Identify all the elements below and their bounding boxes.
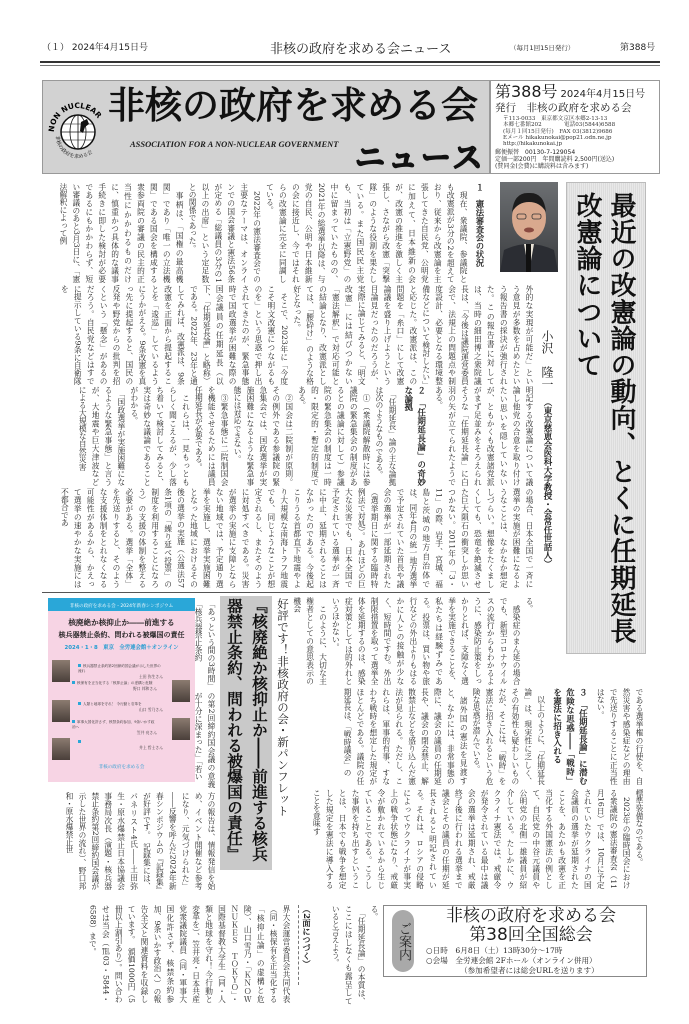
logo-globe-icon	[46, 92, 110, 164]
bullet-icon	[78, 740, 81, 743]
paragraph: 「任期延長」論の主な論拠は次のようなものである。	[375, 386, 397, 486]
notice-title-2: 第38回全国総会	[469, 925, 593, 945]
paragraph: ①（衆議院解散時には参議院の緊急集会の制度があるとの議論に対して）参議院の緊急集会の制度は一時的・限定的・暫定的制度である。	[297, 386, 372, 486]
continued-on-page-2: （2面につづく）	[298, 905, 313, 985]
contact-address: 〒113-0033 東京都文京区本郷2-13-13 本郷七番館202 電話03(5844)6588 (毎月１回15日発行) FAX 03(3812)9686 Eメール hikakunokai@pop21.odn.ne.jp http://hikakunokai.jp	[503, 116, 616, 148]
paragraph: 「任期延長論」の本質は、ここにはしなくも露呈していると言えよう。	[331, 905, 367, 1005]
author-name: 小沢 隆一	[540, 330, 554, 390]
masthead-english-subtitle: ASSOCIATION FOR A NON-NUCLEAR GOVERNMENT	[130, 139, 339, 149]
pamphlet-text-1: 「あっという間の3時間」「核兵器禁止条約	[194, 600, 216, 690]
paragraph: ②国会は二院制が原則。その例外である参議院の緊急集会では、国政選挙が実施困難になるような緊急事態には対応できない。	[233, 386, 294, 486]
paragraph: 事柄は、「国権の最高機関」であり「唯一の立法機関」である国会を構成する衆参両院の審議の民主的正当性にかかわるものだけに、慎重かつ具体的な議事手続きに即した検討が必要であるにもかかわらず、短い審議のあと3月3日に、「憲法解釈によって例	[59, 183, 185, 283]
portrait-image	[500, 182, 558, 272]
poster-item: 核兵器禁止条約第2回締約国会議が示した世界の流れ 土田 弥生さん	[78, 664, 163, 679]
paragraph: 以上のように、「任期延長論」は、現実性に乏しく、その有効性も疑わしいものだが、そこには、「戦時」を憲法に招き入れるという危険な思惑が潜んでいる。	[472, 688, 546, 785]
speaker-photo	[172, 680, 190, 702]
article-body-tier-1	[42, 183, 490, 283]
svg-text:非核の政府を求める会: 非核の政府を求める会	[53, 135, 94, 161]
pamphlet-text-2: の第2回締約国会議の意義が十分に深まった」「若い	[194, 692, 216, 788]
poster-footer: 非核の政府を求める会	[98, 765, 145, 770]
author-affiliation: （東京慈恵会医科大学教授・会常任世話人）	[542, 398, 552, 568]
speaker-photo	[52, 700, 70, 722]
running-title: 非核の政府を求める会ニュース	[270, 42, 452, 57]
article-body-tier-3	[42, 386, 535, 486]
section-heading-2: ２ 「任期延長論」の奇妙な論拠	[403, 386, 427, 486]
notice-tag: ご案内	[392, 910, 414, 972]
issue-number: 第388号 2024年4月15日号	[495, 82, 646, 101]
page-number: （１） 2024年4月15日号	[42, 43, 148, 53]
bullet-icon	[78, 702, 81, 705]
paragraph: このように、大切な主権者としての意思表示の機会	[292, 597, 328, 685]
poster-item: 井上 哲士さん	[78, 740, 163, 750]
poster-title-1: 核廃絶か核抑止か――前進する	[68, 618, 175, 627]
paragraph: 諸外国の憲法を見渡すと、なかには、非常事態の際に、議会の議員の任期延長や、議会の閉会禁止、解散禁止などを盛り込んだ憲法が見られる。ただし、これらは、軍事的有事、すなわち戦時を想定した規定がほとんどである。議院の任期延長は、「戦時議会」の	[343, 688, 469, 785]
issue-date: 2024年4月15日号	[560, 89, 646, 100]
header-date: 2024年4月15日号	[71, 43, 148, 53]
section-divider	[42, 592, 490, 593]
paragraph: である選挙権の行使を、自然災害や感染症などの理由で先送りすることに正当性はない。	[596, 688, 644, 785]
pamphlet-text-3: 方の報告は、情報発信を始め、イベント開催など参考になり、元気づけられた」――反響を呼んだ2024年新春シンポジウムの『記録集』が好評です。 記録集には、パネリスト4氏――土田弥生・原水爆禁止日本協議会事務局次長（演題・核兵器禁止条約第2回締約国会議が示した世界の流れ）、野口邦和・原水爆禁止世	[65, 792, 216, 890]
svg-text:NON NUCLEAR: NON NUCLEAR	[46, 100, 104, 133]
notice-date: ○日時 6月8日（土）13時30分～17時	[426, 946, 563, 955]
bullet-icon	[72, 681, 75, 684]
poster-date-place: 2024・1・8 東京 全労連会館＋オンライン	[64, 645, 179, 651]
paragraph: 外的な実現が可能だ」という意見が多数を占めたという報告書の採決が強行された。この報告書に対しては、当時の細田博之衆院議長は、「今後は議院運営委員会で、法規上の問題点や制度設計、必要となる環境整備などについて検討したい」と応じた。改憲派は、この問題を「糸口」にして改憲論議を盛り上げようという目論見だったのだろうが、実際に論じてみると、「明文改憲」には結びつかない「憲法解釈」で対応可能との結論となり、改憲派としては、「腰砕け」のような格好となった。	[292, 285, 534, 385]
speaker-photo	[172, 718, 190, 740]
paragraph: ③緊急事態に二院制国会を機能させるためには議員任期延長が必要である。	[194, 386, 230, 486]
notice-title-1: 非核の政府を求める会	[446, 906, 616, 926]
pamphlet-headline: 『核廃絶か核抑止か――前進する核兵器禁止条約、問われる被爆国の責任』	[225, 598, 269, 862]
pamphlet-kicker: 好評です！非核政府の会・新パンフレット	[276, 598, 290, 817]
paragraph: 明記する改憲論について議論し他党の合意を取り付けたい思いを隠していないが、ともかくも改憲諸党派がまず足並みをそろえられそうな「任期延長論」に白羽の矢が立てられたようである。	[434, 386, 534, 486]
article-body-tier-4	[42, 488, 535, 588]
poster-top-bar: 非核の政府を求める会・2024年新春シンポジウム	[48, 602, 195, 611]
paragraph: の場合、日本全国で一斉に選挙の実施が困難になるようなことは、なかなか想定しづらい。想像をたくましくしても、恐竜を絶滅させた巨大隕石の衝突しか思いつかない。2011年の「3・11」の際、岩手、宮城、福島と茨城の地方自治体では、同年4月の統一地方選挙で予定されていた首長や議会の選挙が一部延期された（選挙期日に関する臨時特例法で対処）。あれほどの巨大な災害でも、日本全国で予定されている選挙が一斉に中止、延期されることはなかったのである。今後起こりうる首都直下地震やより大規模な南海トラフ地震でも、同じようなことが想定されるし、またそのように対処すべきである。災害が選挙の実施に支障とならない地域では、予定通り選挙を実施し、選挙実施困難となった地域におけるその後の選挙の実施（公選法57条1項の「繰り延べ投票」の制度を利用することになろう）の支援の体制を整える必要がある。選挙「全体」を先送りすると、そのような支援体制をとれなくなる可能性があるから、かえって選挙の速やかな実施には不都合であ	[60, 488, 534, 588]
speaker-photo	[52, 660, 70, 682]
bullet-icon	[78, 664, 81, 667]
publication-frequency: （毎月1回15日発行）	[510, 44, 575, 52]
section-heading-3: ３ 「任期延長論」に潜む危険な思惑――「戦時」を憲法に招き入れる	[552, 688, 589, 785]
article-headline-line1: 最近の改憲論の動向、とくに任期延長	[606, 192, 636, 645]
bullet-icon	[72, 720, 75, 723]
paragraph: これらは、一見もっともらしく聞こえるが、少し落ち着いて検討してみると、実は奇妙な議論であることがわかる。	[129, 386, 191, 486]
article-body-tier-5	[293, 597, 535, 685]
article-body-tier-7	[293, 789, 645, 889]
section-heading-1: １ 憲法審査会の状況	[475, 183, 485, 267]
paragraph: 現在、衆議院、参議院とも改憲派が3分の2を超えており、従来から改憲論を主張してきた自民党、公明党に加えて、日本維新の会が、改憲の推進を激しく主張し、さながら改憲「突撃隊」のような役割を果たしている。また国民民主党も、当初は「立憲野党」の中に留まっていたものの、2021年の総選挙以降は、与党の自民、公明や日本維新の会に接近し、今ではそれらの改憲論に完全に同調している。	[265, 183, 469, 283]
notice-venue: ○会場 全労連会館 2Fホール（オンライン併用）	[426, 956, 597, 965]
poster-title-2: 核兵器禁止条約、問われる被爆国の責任	[58, 630, 185, 639]
masthead-title: 非核の政府を求める会	[108, 84, 478, 127]
speaker-photo	[52, 738, 70, 760]
poster-item: 核保有を正当化する「核抑止論」の虚構と危険 野口 邦和さん	[72, 681, 157, 691]
poster-item: 人類と地球を守れ！ 今行動と変革を 山口 雪乃さん	[78, 702, 163, 712]
header-issue: 第388号	[620, 43, 656, 53]
paragraph: る。	[525, 597, 534, 613]
paragraph: 標準装備なのである。	[635, 789, 644, 866]
article-body-tier-6	[293, 688, 645, 785]
author-photo	[500, 182, 558, 272]
article-headline-line2: 改憲論について	[572, 192, 602, 379]
paragraph: そこで、2023年に「今度こそ明文改憲につながるものを」という思惑で押し出されてきたのが、緊急事態時で国政選挙が困難な際の国会議員の任期延長（以下、「任期延長論」と略称）である。2022年、23年と通してみれば、改憲派は、9条改憲を正面から提起することを「逡巡」しているようにうかがえる。9条改憲を真っ先に提起すると、国民の反発や野党からの批判を招くという「懸念」があるのだろう。自民党などはすでに提示している9条に自衛隊を	[60, 285, 289, 385]
notice-venue-note: （参加希望者には総会URLを送ります）	[460, 966, 599, 975]
header-rule	[40, 61, 660, 66]
pamphlet-cover-image	[48, 598, 195, 782]
article-body-tier-8	[318, 905, 380, 1005]
masthead-news: ニュース	[355, 141, 486, 176]
paragraph: 「国政選挙が実施困難になるような緊急事態」と言うが、大地震や巨大津波などによる大規模な自然災害	[78, 386, 126, 486]
paragraph: 2022年の憲法審査会での主要なテーマは、オンラインでの国会審議と憲法56条が定める「総議員の3分の1以上の出席」という定足数との関係であった。	[188, 183, 262, 283]
pamphlet-text-4: 界大会運営委員会共同代表（同・核保有を正当化する「核抑止論」の虚構と危険）、山口雪乃・「ＫＮＯＷ ＮＵＫＥＳ ＴＯＫＹＯ」・国際基督教大学生（同・人類と地球を守れ！今行動と変革を）、笠井亮・日本共産党衆議院議員（同・軍事大国化許さず、核禁条約参加、9条いかす政治へ）の報告全文と関連資料を収録しています。 頒価1000円（5冊以上割引あり）。問い合わせは当会（℡03・5844・6588）まで。	[88, 905, 291, 1011]
general-meeting-notice	[383, 905, 647, 977]
poster-item: 軍事大国化許さず、核禁条約参加、9条いかす政治へ 笠井 亮さん	[72, 720, 157, 735]
paragraph: 感染症のまん延の場合でも、新型コロナウイルスの流行からもわかるように、感染防止策をしっかりとれば、支障なく選挙を実施できることを、私たちは経験ずみである。投票は、買い物や旅行などの外出よりもはるかに人との接触が少なく、短時間ですむ。外出制限措置を取って選挙全体を延期するのは、感染症対策としては的外れというほかない。	[331, 597, 522, 685]
paragraph: 2023年の臨時国会における衆議院の憲法審査会（11月16日）では、10月に予定されていたウクライナの国会議員の選挙が延期されたことを、あたかも改憲を正当化する外国憲法の例として、自民党の中谷元議員や公明党の北側一雄議員が紹介している。たしかに、ウクライナ憲法では、戒厳令が発令されている最中は議会の選挙は延期され、戒厳終了後に行われる選挙まで議会とその議員の任期が延長されると明記されている。それは、ロシアの侵略によってウクライナが事実上の戦争状態になり、戒厳令が敷かれているから生じていることである。こうした事例を持ち出すということは、日本でも戦争を想定した規定を憲法に導入することを意味す	[312, 789, 632, 889]
publisher: 発行 非核の政府を求める会	[495, 102, 632, 114]
paragraph: る。	[370, 905, 379, 921]
subscription-fee: 郵便振替 00130-7-129054 定価一部200円 年間購読料 2,500円(送込) (賛同金(会費)に購読料は含みます)	[495, 149, 615, 171]
publication-info-box	[490, 80, 660, 174]
author-byline	[539, 330, 556, 610]
article-body-tier-2	[42, 285, 535, 385]
